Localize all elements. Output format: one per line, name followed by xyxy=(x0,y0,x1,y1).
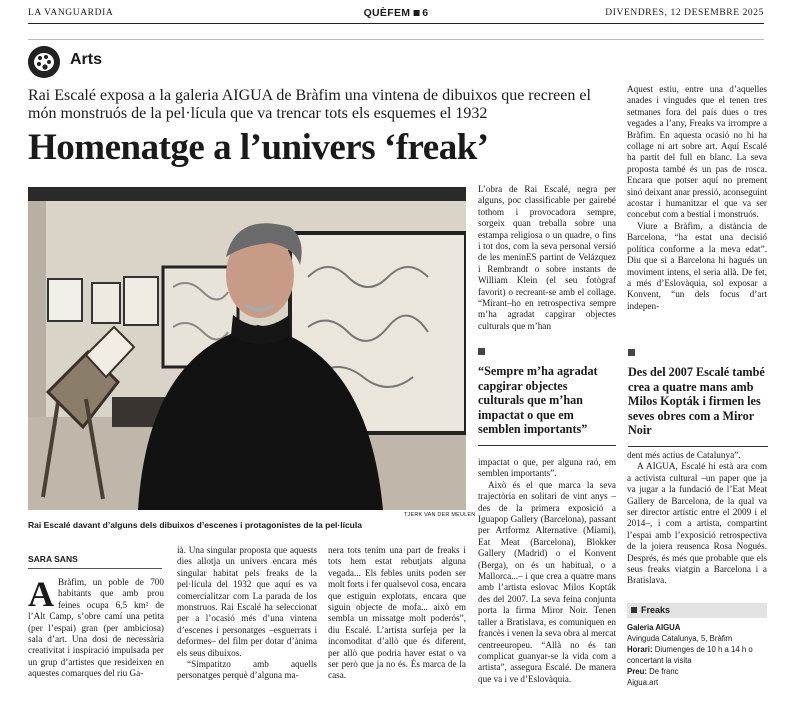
venue-name: Galeria AIGUA xyxy=(627,623,681,632)
page-header xyxy=(28,6,764,20)
opening-hours xyxy=(627,644,767,666)
body-column-4-top xyxy=(478,184,616,332)
website-link[interactable]: Aigua.art xyxy=(627,678,659,687)
paragraph: “Simpatitzo amb aquells personatges perquè d’alguna ma- xyxy=(177,659,317,681)
photo-credit: TJERK VAN DER MEULEN xyxy=(404,512,476,518)
body-column-1 xyxy=(28,574,164,680)
palette-icon xyxy=(28,46,60,78)
header-rule xyxy=(28,23,764,24)
section-rule xyxy=(28,39,764,40)
body-column-3 xyxy=(328,545,466,682)
hours-value: Diumenges de 10 h a 14 h o concertant la visita xyxy=(627,645,753,665)
paragraph: Aquest estiu, entre una d’aquelles anades i vingudes que el tenen tres setmanes fora del país dues o tres vegades a l’any, Freaks va irrompre a Bràfim. En aquesta ocasió no hi ha collage ni art sobre art. Aquí Escalé ha partit del full en blanc. La seva proposta també és un pas de rosca. Encara que potser aquí no prement sinó deixant anar pressió, aconseguint acostar i humanitzar el que va ser concebut com a bestial i monstruós. xyxy=(627,84,767,220)
paragraph: impactat o que, per alguna raó, em semblen importants”. xyxy=(478,457,616,479)
info-box-header xyxy=(627,603,767,618)
square-bullet-icon xyxy=(413,10,419,16)
pull-quote-rule xyxy=(478,445,616,446)
photo-caption: Rai Escalé davant d’alguns dels dibuixos d’escenes i protagonistes de la pel·lícula xyxy=(28,520,362,530)
section-page xyxy=(364,7,429,19)
article-photo xyxy=(28,187,466,510)
body-column-2 xyxy=(177,545,317,682)
hours-label: Horari: xyxy=(627,645,653,654)
price xyxy=(627,666,767,677)
pull-quote-text: “Sempre m’ha agradat capgirar objectes culturals que m’han impactat o que em semblen importants” xyxy=(478,364,598,436)
info-box-title: Freaks xyxy=(641,605,671,615)
square-bullet-icon xyxy=(628,349,635,356)
body-text: Bràfim, un poble de 700 habitants que amb prou feines ocupa 6,5 km² de l’Alt Camp, s’obre camí una petita (per l’espai) gran (per ambiciosa) sala d’art. Una dosi de necessària creativitat i inspiració impulsada per un grup d’artistes que resideixen en aquestes comarques del riu Ga- xyxy=(28,577,164,679)
price-value: De franc xyxy=(649,667,679,676)
section-page-label: QUÈFEM xyxy=(363,7,411,19)
body-column-5-bottom xyxy=(627,450,767,587)
paragraph: nera tots tenim una part de freaks i tots hem estat rebutjats alguna vegada... Els febles units poden ser molt forts i fer qualsevol cosa, encara que estiguin explotats, encara que siguin objecte de mofa... això em sembla un missatge molt poderós”, diu Escalé. L’artista surfeja per la incomoditat d’allò que és diferent, per allò que podria haver estat o va ser però que ja no és. És marca de la casa. xyxy=(328,545,467,681)
price-label: Preu: xyxy=(627,667,647,676)
article-deck: Rai Escalé exposa a la galeria AIGUA de Bràfim una vintena de dibuixos que recreen el món monstruós de la pel·lícula que va trencar tots els esquemes el 1932 xyxy=(28,87,591,122)
highlight-rule xyxy=(628,446,768,447)
venue-address: Avinguda Catalunya, 5, Bràfim xyxy=(627,634,733,643)
highlight-box xyxy=(628,343,768,447)
highlight-text: Des del 2007 Escalé també crea a quatre mans amb Milos Kopták i firmen les seves obres com a Miror Noir xyxy=(628,365,765,437)
section-name: Arts xyxy=(70,51,103,68)
paragraph: Viure a Bràfim, a distància de Barcelona, “ha estat una decisió política conforme a la meva edat”. Diu que si a Barcelona hi hagués un moviment intens, el seria allà. De fet, a més d’Eslovàquia, sol exposar a Konvent, “un dels focus d’art indepen- xyxy=(627,220,767,311)
body-column-5-top xyxy=(627,84,767,312)
article-headline: Homenatge a l’univers ‘freak’ xyxy=(28,127,489,168)
event-info-box xyxy=(627,603,767,688)
body-column-4-bottom xyxy=(478,457,616,685)
page-number: 6 xyxy=(422,7,429,19)
paragraph: Això és el que marca la seva trajectòria en solitari de vint anys –des de la primera exposició a Iguapop Gallery (Barcelona), passant per Artformz Alternative (Miami), Eat Meat (Barcelona), Blokker Gallery (Madrid) o el Konvent (Berga), on és un habitual, o a Mallorca...– i que crea a quatre mans amb l’artista eslovac Milos Kopták des del 2007. La seva feina conjunta porta la firma Miror Noir. Tenen taller a Bratislava, es comuniquen en francès i venen la seva obra al mercat centreeuropeu. “Allà no és tan complicat guanyar-se la vida com a artista”, assegura Escalé. De manera que va i ve d’Eslovàquia. xyxy=(478,479,616,684)
paragraph: dent més actius de Catalunya”. xyxy=(627,450,741,460)
pull-quote xyxy=(478,342,616,446)
byline: SARA SANS xyxy=(28,554,162,569)
artist-portrait-image xyxy=(28,187,466,510)
paragraph: ià. Una singular proposta que aquests dies allotja un univers encara més singular habitat pels freaks de la pel·lícula del 1932 que aquí es va comercialitzar com La parada de los monstruos. Rai Escalé ha seleccionat per a l’ocasió més d’una vintena d’escenes i personatges –esguerrats i deformes– del film per dotar d’ànima els seus dibuixos. xyxy=(177,545,317,658)
drop-cap: A xyxy=(28,574,54,614)
square-bullet-icon xyxy=(631,607,637,613)
square-bullet-icon xyxy=(478,348,485,355)
paragraph: L’obra de Rai Escalé, negra per alguns, poc classificable per gairebé tothom i provocadora sempre, sorgeix quan treballa sobre una estampa religiosa o un quadre, o fins i tot dos, com la seva personal versió de les meninES partint de Velázquez i Rembrandt o sobre instants de William Klein (el seu fotògraf favorit) o recreant-se amb el collage. “Mirant–ho en retrospectiva sempre m’ha agradat capgirar objectes culturals que m’han xyxy=(478,184,616,331)
issue-date: DIVENDRES, 12 DESEMBRE 2025 xyxy=(605,8,764,18)
paragraph: A AIGUA, Escalé hi està ara com a activista cultural –un paper que ja va jugar a la fundació de l’Eat Meat Gallery de Barcelona, de la qual va ser director artístic entre el 2009 i el 2014–, i com a artista, compartint l’espai amb l’exposició retrospectiva de la joiera reusenca Rosa Nogués. Després, és més que probable que els seus freaks viatgin a Barcelona i a Bratislava. xyxy=(627,461,767,586)
publication-name: LA VANGUARDIA xyxy=(28,8,114,18)
